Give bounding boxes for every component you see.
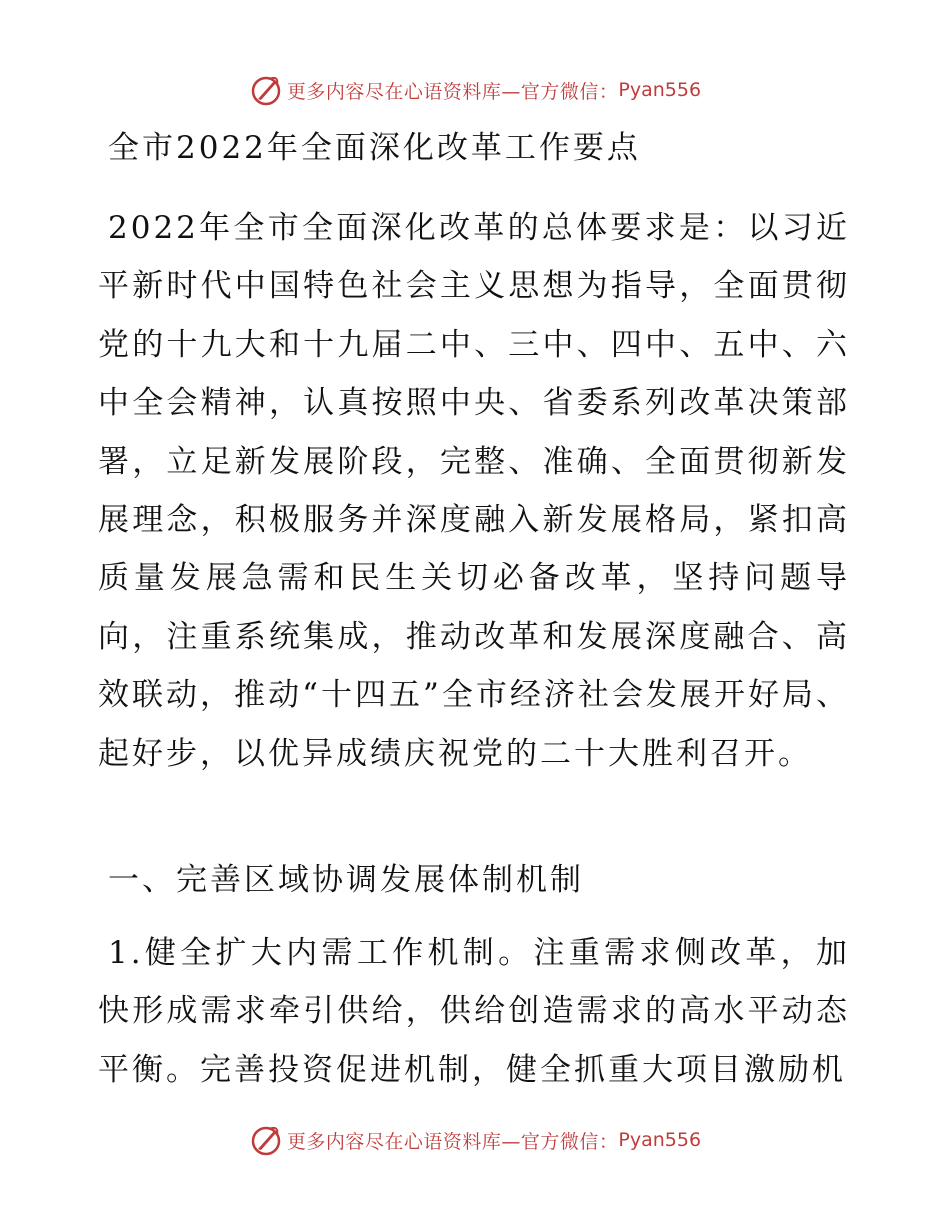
watermark-header xyxy=(0,70,950,110)
watermark-text: 更多内容尽在心语资料库—官方微信： xyxy=(286,80,619,103)
intro-paragraph: 2022年全市全面深化改革的总体要求是：以习近平新时代中国特色社会主义思想为指导，全面贯彻党的十九大和十九届二中、三中、四中、五中、六中全会精神，认真按照中央、省委系列改革决策部署，立足新发展阶段，完整、准确、全面贯彻新发展理念，积极服务并深度融入新发展格局，紧扣高质量发展急需和民生关切必备改革，坚持问题导向，注重系统集成，推动改革和发展深度融合、高效联动，推动“十四五”全市经济社会发展开好局、起好步，以优异成绩庆祝党的二十大胜利召开。 xyxy=(98,210,850,772)
watermark-wechat-id: Pyan556 xyxy=(618,1129,702,1151)
quill-logo-icon xyxy=(249,73,283,107)
section-heading: 一、完善区域协调发展体制机制 xyxy=(108,862,584,898)
section-item-paragraph: 1.健全扩大内需工作机制。注重需求侧改革，加快形成需求牵引供给，供给创造需求的高水平动态平衡。完善投资促进机制，健全抓重大项目激励机 xyxy=(98,935,850,1088)
document-title: 全市2022年全面深化改革工作要点 xyxy=(108,130,641,166)
quill-logo-icon xyxy=(249,1123,283,1157)
watermark-wechat-id: Pyan556 xyxy=(618,79,702,101)
watermark-text: 更多内容尽在心语资料库—官方微信： xyxy=(286,1130,619,1153)
watermark-footer xyxy=(0,1120,950,1160)
